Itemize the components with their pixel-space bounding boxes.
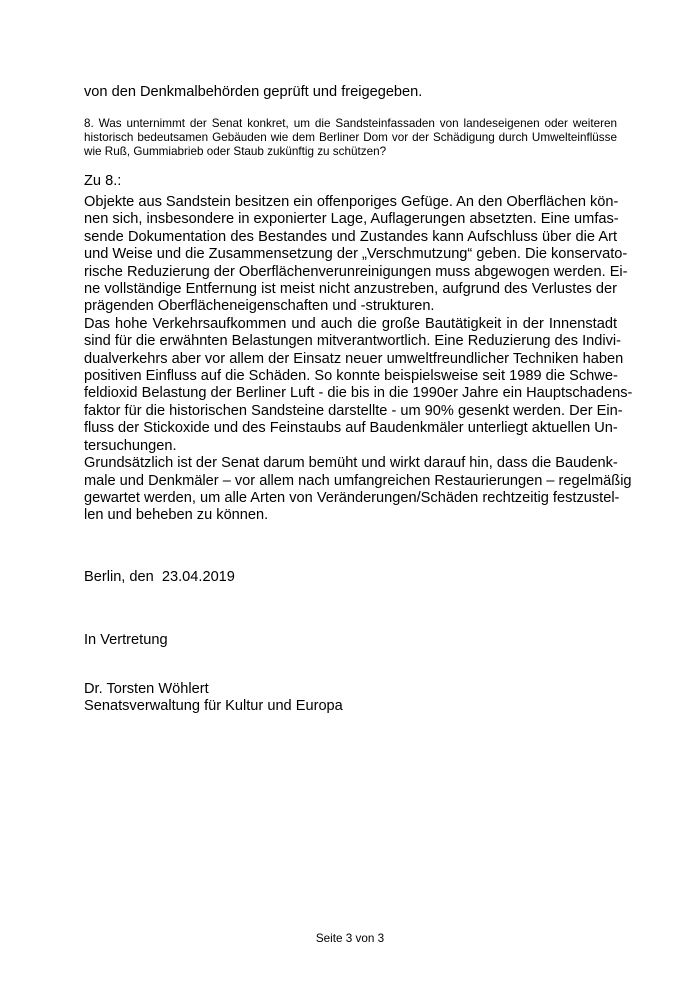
intro-line: von den Denkmalbehörden geprüft und freigegeben. [84,84,423,100]
text-line: fluss der Stickoxide und des Feinstaubs auf Baudenkmäler unterliegt aktuellen Un- [84,420,618,437]
question-line: wie Ruß, Gummiabrieb oder Staub zukünftig zu schützen? [84,144,387,158]
text-line: rische Reduzierung der Oberflächenverunreinigungen muss abgewogen werden. Ei- [84,263,628,280]
text-line: faktor für die historischen Sandsteine darstellte - um 90% gesenkt werden. Der Ein- [84,402,623,419]
text-line: prägenden Oberflächeneigenschaften und -strukturen. [84,298,435,315]
text-line: und Weise und die Zusammensetzung der „Verschmutzung“ geben. Die konservato- [84,246,628,263]
text-line: male und Denkmäler – vor allem nach umfangreichen Restaurierungen – regelmäßig [84,472,632,489]
text-line: ne vollständige Entfernung ist meist nicht anzustreben, aufgrund des Verlustes der [84,281,617,298]
text-line: Das hohe Verkehrsaufkommen und auch die große Bautätigkeit in der Innenstadt [84,315,617,332]
text-line: dualverkehrs aber vor allem der Einsatz neuer umweltfreundlicher Techniken haben [84,350,624,367]
text-line: len und beheben zu können. [84,507,269,524]
answer-paragraph-2 [84,315,633,455]
text-line: positiven Einfluss auf die Schäden. So konnte beispielsweise seit 1989 die Schwe- [84,368,618,385]
text-line: nen sich, insbesondere in exponierter Lage, Auflagerungen absetzten. Eine umfas- [84,211,619,228]
signatory-office: Senatsverwaltung für Kultur und Europa [84,698,343,715]
page-footer: Seite 3 von 3 [315,932,385,945]
text-line: tersuchungen. [84,437,177,454]
text-line: Objekte aus Sandstein besitzen ein offenporiges Gefüge. An den Oberflächen kön- [84,194,619,210]
answer-heading: Zu 8.: [84,173,122,189]
answer-body [84,194,633,525]
signature-block [84,681,617,716]
date-line: Berlin, den 23.04.2019 [84,569,235,585]
answer-paragraph-1 [84,194,628,316]
answer-paragraph-3 [84,455,632,525]
text-line: feldioxid Belastung der Berliner Luft - die bis in die 1990er Jahre ein Hauptschadens- [84,385,633,402]
text-line: Grundsätzlich ist der Senat darum bemüht und wirkt darauf hin, dass die Baudenk- [84,455,618,472]
question-block [84,117,617,159]
text-line: sende Dokumentation des Bestandes und Zustandes kann Aufschluss über die Art [84,228,617,245]
text-line: gewartet werden, um alle Arten von Veränderungen/Schäden rechtzeitig festzustel- [84,489,620,506]
signatory-name: Dr. Torsten Wöhlert [84,681,209,697]
in-vertretung-line: In Vertretung [84,632,168,648]
question-line: 8. Was unternimmt der Senat konkret, um die Sandsteinfassaden von landeseigenen oder weiteren [84,117,617,130]
question-line: historisch bedeutsamen Gebäuden wie dem Berliner Dom vor der Schädigung durch Umwelteinflüsse [84,130,617,144]
text-line: sind für die erwähnten Belastungen mitverantwortlich. Eine Reduzierung des Indivi- [84,333,622,350]
